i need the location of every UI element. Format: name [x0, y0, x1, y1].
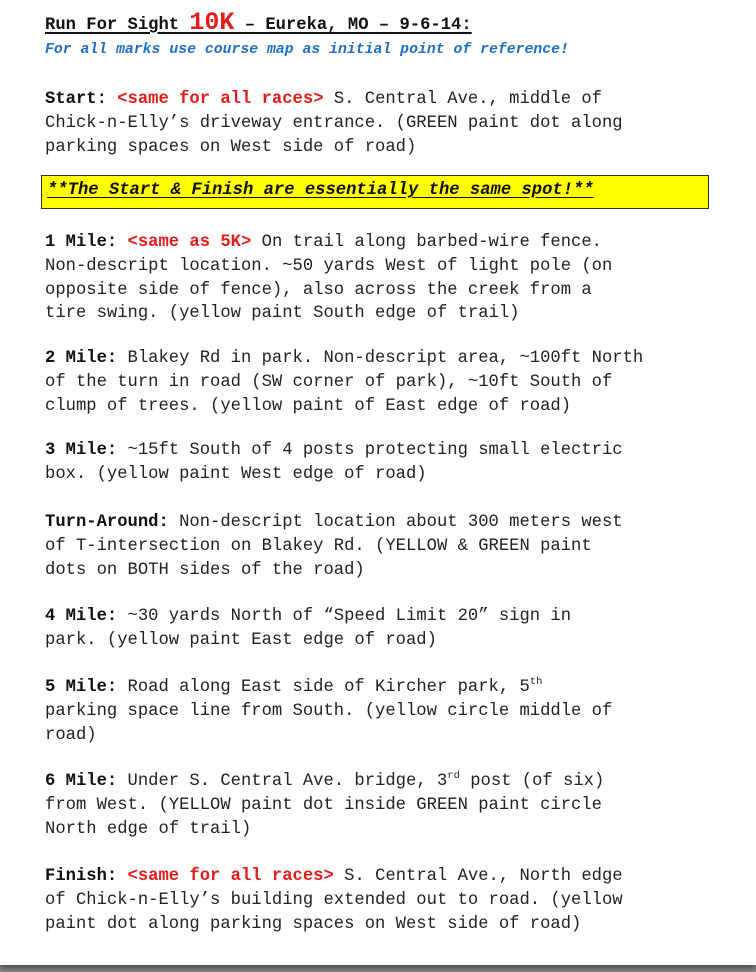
entry-line: parking spaces on West side of road) — [45, 137, 417, 157]
entry-line — [45, 770, 751, 794]
entry-mile-3 — [45, 439, 751, 487]
entry-line: box. (yellow paint West edge of road) — [45, 464, 427, 484]
entry-text: ~30 yards North of “Speed Limit 20” sign in — [117, 607, 572, 626]
entry-line — [45, 511, 751, 535]
entry-tag: <same as 5K> — [127, 233, 252, 252]
entry-line: tire swing. (yellow paint South edge of trail) — [45, 304, 520, 324]
entry-mile-5 — [45, 676, 751, 747]
entry-line — [45, 88, 751, 112]
entry-label: Start: — [45, 90, 107, 109]
entry-line — [45, 439, 751, 463]
title-prefix: Run For Sight — [45, 16, 190, 35]
entry-text: S. Central Ave., North edge — [333, 867, 623, 886]
entry-line: opposite side of fence), also across the creek from a — [45, 280, 592, 300]
entry-mile-1 — [45, 231, 751, 326]
entry-label: 3 Mile: — [45, 441, 118, 460]
entry-text: Road along East side of Kircher park, 5 — [117, 678, 530, 697]
entry-line: paint dot along parking spaces on West side of road) — [45, 914, 582, 934]
title-suffix: – Eureka, MO – 9-6-14: — [234, 16, 472, 35]
entry-line: from West. (YELLOW paint dot inside GREEN paint circle — [45, 795, 602, 815]
entry-line — [45, 231, 751, 255]
entry-mile-4 — [45, 605, 751, 653]
entry-label: 5 Mile: — [45, 678, 118, 697]
entry-line — [45, 347, 751, 371]
entry-label: Finish: — [45, 867, 118, 886]
entry-line: North edge of trail) — [45, 819, 252, 839]
entry-text: Under S. Central Ave. bridge, 3 — [117, 772, 448, 791]
ordinal-suffix: rd — [447, 770, 460, 782]
entry-line — [45, 605, 751, 629]
entry-line — [45, 865, 751, 889]
entry-line: of T-intersection on Blakey Rd. (YELLOW & GREEN paint — [45, 536, 592, 556]
entry-turnaround — [45, 511, 751, 582]
entry-tag: <same for all races> — [117, 90, 324, 109]
reference-instruction: For all marks use course map as initial point of reference! — [45, 42, 569, 58]
highlight-note-text: **The Start & Finish are essentially the same spot!** — [47, 181, 594, 200]
entry-label: 6 Mile: — [45, 772, 118, 791]
entry-line: dots on BOTH sides of the road) — [45, 560, 365, 580]
entry-text: ~15ft South of 4 posts protecting small electric — [117, 441, 623, 460]
entry-start — [45, 88, 751, 159]
entry-finish — [45, 865, 751, 936]
entry-line: clump of trees. (yellow paint of East edge of road) — [45, 396, 572, 416]
ordinal-suffix: th — [529, 676, 543, 688]
highlight-note — [41, 175, 709, 209]
entry-text: S. Central Ave., middle of — [323, 90, 602, 109]
entry-line: of the turn in road (SW corner of park), ~10ft South of — [45, 372, 613, 392]
entry-tag: <same for all races> — [127, 867, 334, 886]
page-title — [45, 8, 472, 37]
entry-line: Non-descript location. ~50 yards West of light pole (on — [45, 256, 613, 276]
entry-line: park. (yellow paint East edge of road) — [45, 630, 437, 650]
entry-text: post (of six) — [459, 772, 605, 791]
entry-line: Chick-n-Elly’s driveway entrance. (GREEN paint dot along — [45, 113, 623, 133]
entry-line: of Chick-n-Elly’s building extended out to road. (yellow — [45, 890, 623, 910]
entry-mile-2 — [45, 347, 751, 418]
entry-text: Non-descript location about 300 meters west — [168, 513, 623, 532]
entry-label: 1 Mile: — [45, 233, 118, 252]
entry-mile-6 — [45, 770, 751, 841]
entry-line: road) — [45, 725, 97, 745]
entry-line — [45, 676, 751, 700]
entry-text: Blakey Rd in park. Non-descript area, ~100ft North — [117, 349, 644, 368]
entry-label: 4 Mile: — [45, 607, 118, 626]
entry-label: Turn-Around: — [45, 513, 169, 532]
entry-line: parking space line from South. (yellow circle middle of — [45, 701, 613, 721]
entry-text: On trail along barbed-wire fence. — [251, 233, 602, 252]
entry-label: 2 Mile: — [45, 349, 118, 368]
title-distance: 10K — [189, 8, 235, 37]
